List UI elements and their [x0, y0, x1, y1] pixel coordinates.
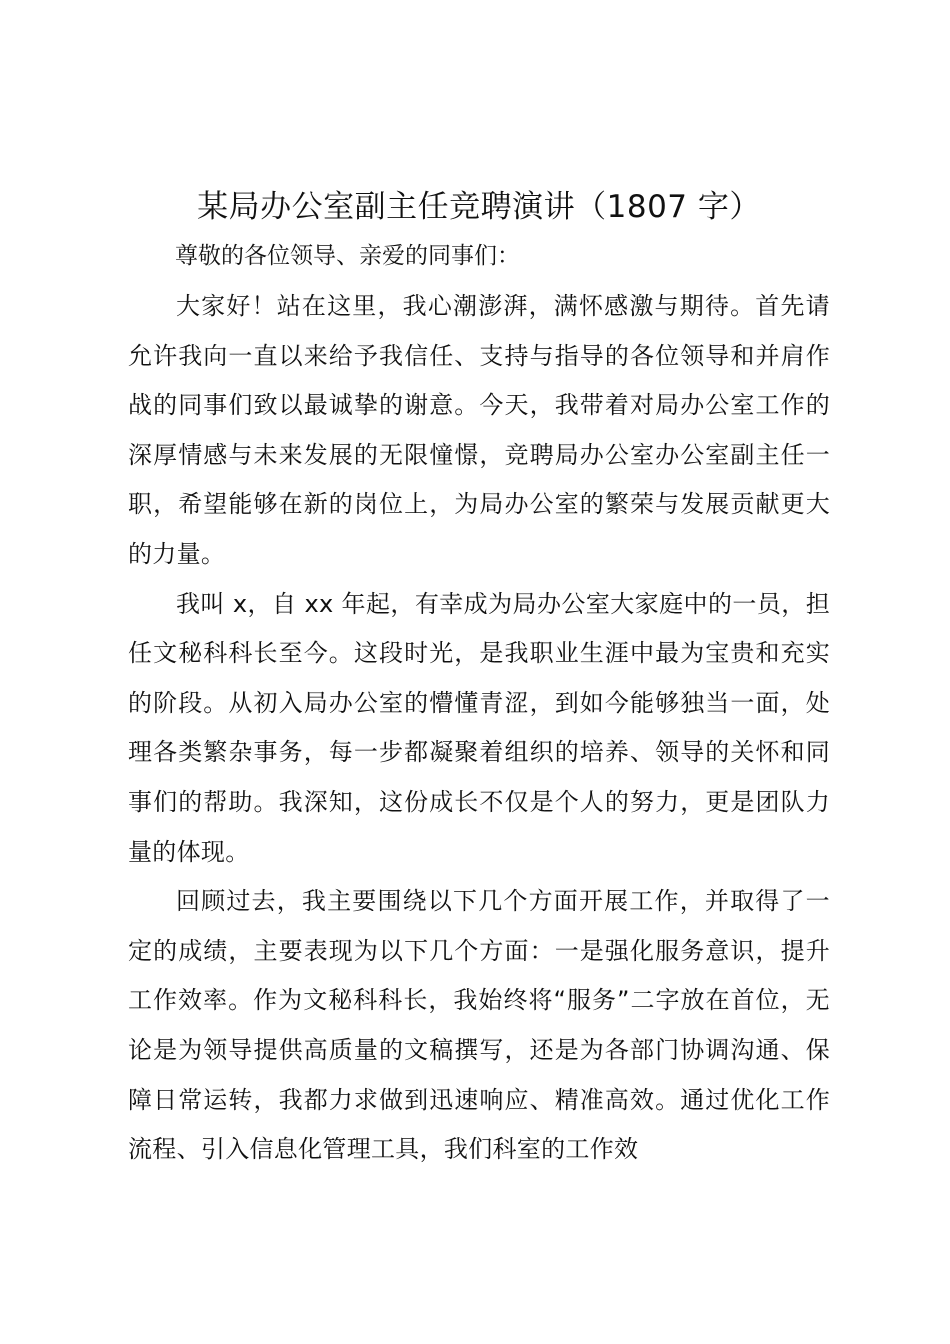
- document-body: [128, 282, 830, 1175]
- greeting-line: 尊敬的各位领导、亲爱的同事们：: [175, 243, 520, 269]
- paragraph-opening: 大家好！站在这里，我心潮澎湃，满怀感激与期待。首先请允许我向一直以来给予我信任、支持与指导的各位领导和并肩作战的同事们致以最诚挚的谢意。今天，我带着对局办公室工作的深厚情感与未来发展的无限憧憬，竞聘局办公室办公室副主任一职，希望能够在新的岗位上，为局办公室的繁荣与发展贡献更大的力量。: [128, 292, 830, 568]
- paragraph-introduction: 我叫 x，自 xx 年起，有幸成为局办公室大家庭中的一员，担任文秘科科长至今。这段时光，是我职业生涯中最为宝贵和充实的阶段。从初入局办公室的懵懂青涩，到如今能够独当一面，处理各类繁杂事务，每一步都凝聚着组织的培养、领导的关怀和同事们的帮助。我深知，这份成长不仅是个人的努力，更是团队力量的体现。: [128, 589, 830, 866]
- document-title: 某局办公室副主任竞聘演讲（1807 字）: [197, 189, 761, 225]
- paragraph-review: 回顾过去，我主要围绕以下几个方面开展工作，并取得了一定的成绩，主要表现为以下几个方面：一是强化服务意识，提升工作效率。作为文秘科科长，我始终将“服务”二字放在首位，无论是为领导提供高质量的文稿撰写，还是为各部门协调沟通、保障日常运转，我都力求做到迅速响应、精准高效。通过优化工作流程、引入信息化管理工具，我们科室的工作效: [128, 887, 830, 1164]
